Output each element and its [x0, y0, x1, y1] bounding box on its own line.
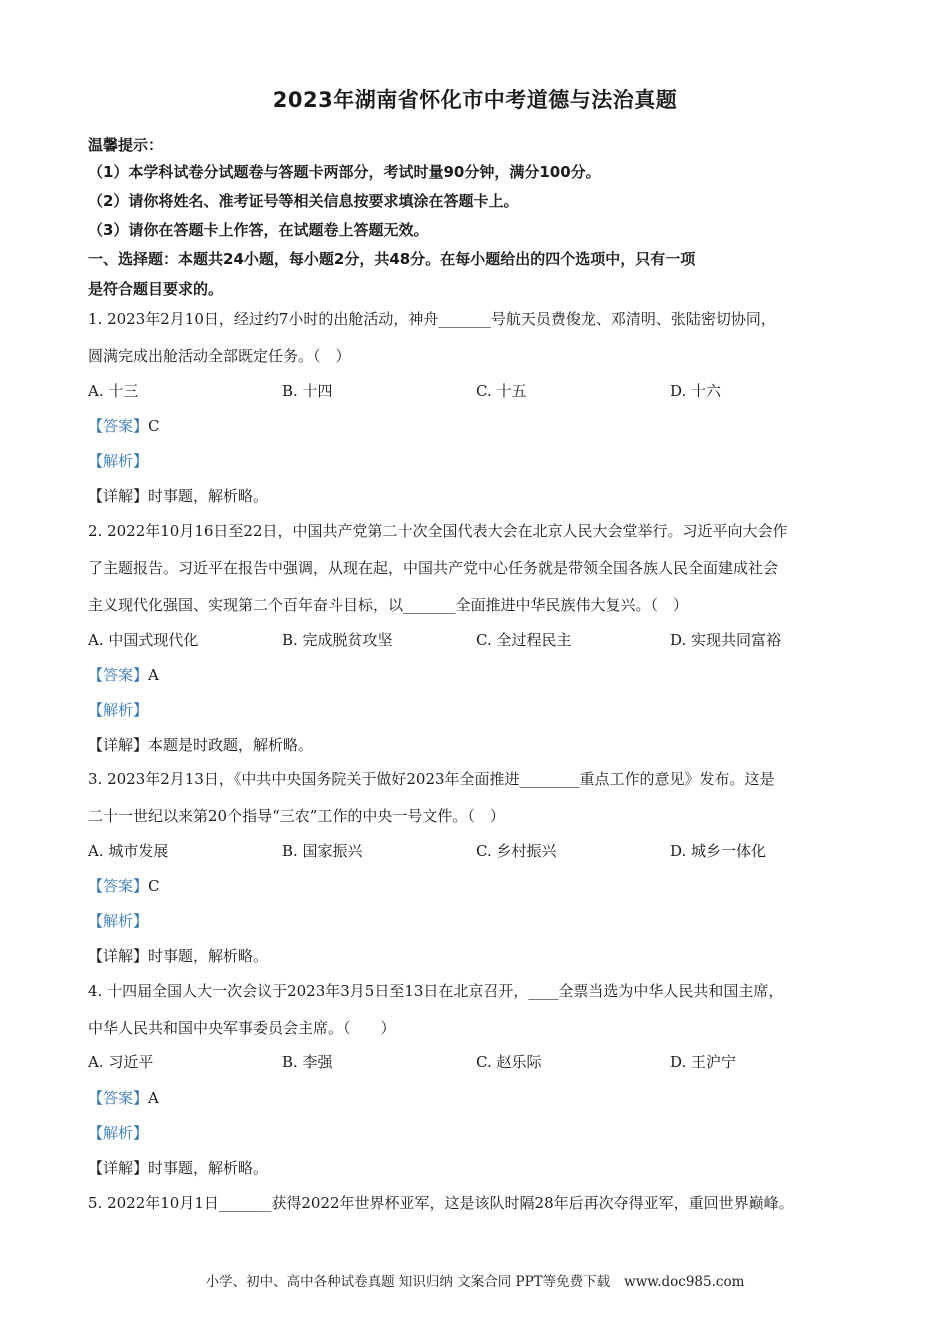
page-footer [0, 1270, 950, 1290]
question-text: 3. 2023年2月13日，《中共中央国务院关于做好2023年全面推进________重点工作的意见》发布。这是 [88, 770, 775, 788]
option-c: C. 乡村振兴 [476, 842, 557, 860]
detail-text: 时事题，解析略。 [148, 487, 269, 505]
detail-line [88, 734, 313, 755]
analysis-label: 【解析】 [88, 701, 149, 719]
answer-value: A [148, 1089, 159, 1107]
option-a: A. 习近平 [88, 1053, 154, 1071]
question-text: 5. 2022年10月1日_______获得2022年世界杯亚军，这是该队时隔28年后再次夺得亚军，重回世界巅峰。 [88, 1194, 794, 1212]
detail-label: 【详解】 [88, 1159, 149, 1177]
answer-line [88, 664, 159, 685]
answer-value: A [148, 666, 159, 684]
document-title: 2023年湖南省怀化市中考道德与法治真题 [272, 88, 678, 112]
footer-url[interactable]: www.doc985.com [624, 1274, 745, 1290]
answer-line [88, 875, 160, 896]
option-c: C. 赵乐际 [476, 1053, 542, 1071]
question-text: 圆满完成出舱活动全部既定任务。（ ） [88, 347, 351, 365]
tip-item: （3）请你在答题卡上作答，在试题卷上答题无效。 [88, 221, 429, 239]
detail-text: 本题是时政题，解析略。 [148, 736, 314, 754]
option-d: D. 实现共同富裕 [670, 631, 782, 649]
analysis-label: 【解析】 [88, 1124, 149, 1142]
tips-heading: 温馨提示： [88, 136, 164, 154]
question-text: 4. 十四届全国人大一次会议于2023年3月5日至13日在北京召开，____全票当选为中华人民共和国主席， [88, 982, 784, 1000]
analysis-label: 【解析】 [88, 452, 149, 470]
answer-label: 【答案】 [88, 877, 149, 895]
section-heading-line: 一、选择题：本题共24小题，每小题2分，共48分。在每小题给出的四个选项中，只有一项 [88, 250, 696, 268]
section-heading-line: 是符合题目要求的。 [88, 280, 224, 298]
answer-label: 【答案】 [88, 417, 149, 435]
option-b: B. 国家振兴 [282, 842, 363, 860]
answer-line [88, 1087, 159, 1108]
question-text: 主义现代化强国、实现第二个百年奋斗目标，以_______全面推进中华民族伟大复兴。（ ） [88, 596, 689, 614]
answer-label: 【答案】 [88, 1089, 149, 1107]
option-d: D. 王沪宁 [670, 1053, 737, 1071]
answer-value: C [148, 877, 160, 895]
option-row [88, 629, 868, 651]
detail-label: 【详解】 [88, 487, 149, 505]
option-d: D. 十六 [670, 382, 722, 400]
option-b: B. 完成脱贫攻坚 [282, 631, 393, 649]
question-text: 中华人民共和国中央军事委员会主席。（ ） [88, 1019, 396, 1037]
option-row [88, 380, 868, 402]
answer-line [88, 415, 160, 436]
option-row [88, 840, 868, 862]
tip-item: （2）请你将姓名、准考证号等相关信息按要求填涂在答题卡上。 [88, 192, 519, 210]
question-text: 了主题报告。习近平在报告中强调，从现在起，中国共产党中心任务就是带领全国各族人民全面建成社会 [88, 559, 779, 577]
footer-text: 小学、初中、高中各种试卷真题 知识归纳 文案合同 PPT等免费下载 [205, 1274, 611, 1290]
detail-text: 时事题，解析略。 [148, 1159, 269, 1177]
option-d: D. 城乡一体化 [670, 842, 767, 860]
question-text: 1. 2023年2月10日，经过约7小时的出舱活动，神舟_______号航天员费俊龙、邓清明、张陆密切协同， [88, 310, 776, 328]
analysis-label: 【解析】 [88, 912, 149, 930]
option-b: B. 李强 [282, 1053, 333, 1071]
detail-line [88, 1157, 268, 1178]
option-b: B. 十四 [282, 382, 333, 400]
question-text: 2. 2022年10月16日至22日，中国共产党第二十次全国代表大会在北京人民大会堂举行。习近平向大会作 [88, 522, 788, 540]
option-c: C. 十五 [476, 382, 527, 400]
option-a: A. 城市发展 [88, 842, 169, 860]
option-a: A. 中国式现代化 [88, 631, 199, 649]
option-a: A. 十三 [88, 382, 139, 400]
detail-line [88, 485, 268, 506]
question-text: 二十一世纪以来第20个指导“三农”工作的中央一号文件。（ ） [88, 807, 505, 825]
tip-item: （1）本学科试卷分试题卷与答题卡两部分，考试时量90分钟，满分100分。 [88, 163, 601, 181]
detail-text: 时事题，解析略。 [148, 947, 269, 965]
option-c: C. 全过程民主 [476, 631, 572, 649]
option-row [88, 1051, 868, 1073]
detail-label: 【详解】 [88, 736, 149, 754]
detail-label: 【详解】 [88, 947, 149, 965]
answer-value: C [148, 417, 160, 435]
answer-label: 【答案】 [88, 666, 149, 684]
detail-line [88, 945, 268, 966]
